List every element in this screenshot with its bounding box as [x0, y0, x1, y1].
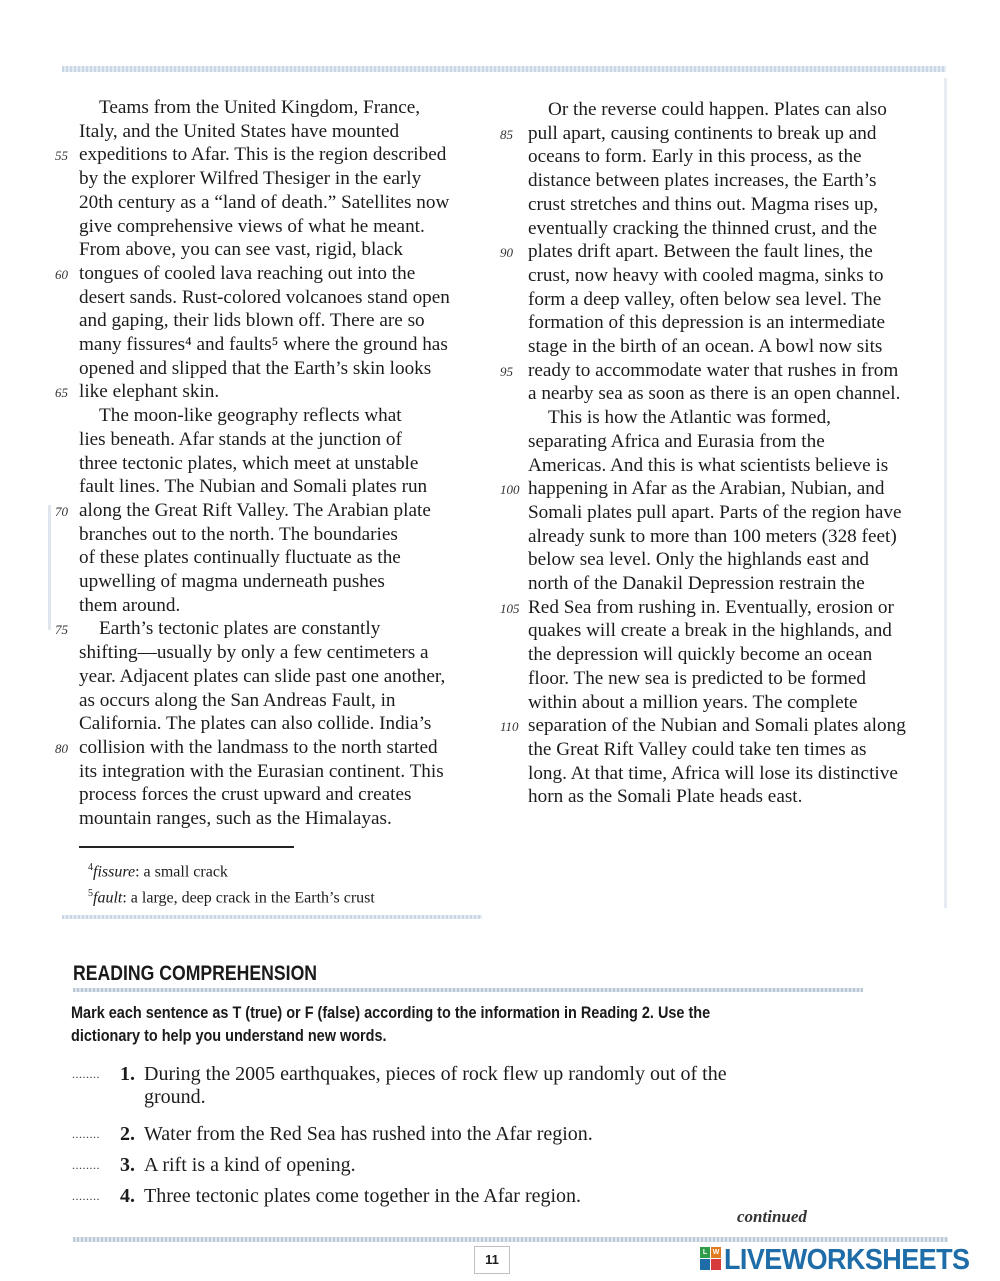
- line-number: 55: [55, 148, 68, 164]
- question-item: [72, 1123, 593, 1146]
- question-number: 4.: [120, 1185, 135, 1207]
- instructions: [71, 1001, 819, 1047]
- question-text: Three tectonic plates come together in the Afar region.: [144, 1185, 582, 1207]
- line-number: 60: [55, 266, 68, 282]
- text-line: and gaping, their lids blown off. There are so: [79, 310, 425, 332]
- text-line: many fissures⁴ and faults⁵ where the ground has: [79, 334, 448, 356]
- question-number: 1.: [120, 1063, 135, 1085]
- footnote-marker: 4: [88, 862, 93, 873]
- text-line: lies beneath. Afar stands at the junction of: [79, 428, 402, 450]
- text-line: 85 pull apart, causing continents to break up and: [528, 122, 948, 146]
- text-line: as occurs along the San Andreas Fault, in: [79, 689, 396, 711]
- text-line: them around.: [79, 594, 181, 616]
- text-line: mountain ranges, such as the Himalayas.: [79, 808, 392, 830]
- text-line: California. The plates can also collide. India’s: [79, 713, 432, 735]
- text-line: crust, now heavy with cooled magma, sinks to: [528, 264, 884, 286]
- text-line: long. At that time, Africa will lose its distinctive: [528, 762, 898, 784]
- line-number: 70: [55, 503, 68, 519]
- section-title-rule: [73, 988, 863, 992]
- answer-blank[interactable]: ........: [72, 1189, 100, 1203]
- line-number: 85: [500, 126, 513, 142]
- text-line: by the explorer Wilfred Thesiger in the early: [79, 168, 422, 190]
- logo-cell-blank: [711, 1259, 721, 1270]
- text-line: below sea level. Only the highlands east and: [528, 549, 870, 571]
- footnote: $^5$fault: a large, deep crack in the Earth’s crust: [88, 888, 375, 907]
- liveworksheets-logo-icon: [700, 1247, 722, 1271]
- text-line: stage in the birth of an ocean. A bowl now sits: [528, 336, 883, 358]
- text-line: the Great Rift Valley could take ten times as: [528, 738, 867, 760]
- text-line: crust stretches and thins out. Magma rises up,: [528, 193, 879, 215]
- text-line: Americas. And this is what scientists believe is: [528, 454, 889, 476]
- text-line: The moon-like geography reflects what: [99, 405, 402, 427]
- text-line: Or the reverse could happen. Plates can also: [548, 99, 887, 120]
- footnote-term: fault: [93, 889, 123, 907]
- question-text: Water from the Red Sea has rushed into the Afar region.: [144, 1123, 593, 1145]
- continued-label: continued: [737, 1207, 807, 1226]
- answer-blank[interactable]: ........: [72, 1127, 100, 1141]
- question-item: [72, 1154, 356, 1177]
- text-line: north of the Danakil Depression restrain the: [528, 573, 865, 595]
- text-line: 60 tongues of cooled lava reaching out into the: [79, 262, 499, 286]
- logo-cell-l: L: [700, 1247, 710, 1258]
- line-number: 95: [500, 363, 513, 379]
- text-line: of these plates continually fluctuate as the: [79, 547, 401, 569]
- text-line: year. Adjacent plates can slide past one another,: [79, 665, 446, 687]
- text-line: 55 expeditions to Afar. This is the region described: [79, 143, 499, 167]
- text-line: 70 along the Great Rift Valley. The Arabian plate: [79, 499, 499, 523]
- brand-name: LIVEWORKSHEETS: [724, 1244, 970, 1276]
- instructions-line: dictionary to help you understand new words.: [71, 1026, 387, 1045]
- section-title: READING COMPREHENSION: [73, 962, 318, 985]
- text-line: form a deep valley, often below sea level. The: [528, 288, 882, 310]
- text-line: formation of this depression is an intermediate: [528, 312, 886, 334]
- text-line: 75 Earth’s tectonic plates are constantly: [79, 617, 499, 641]
- footer-rule: [73, 1237, 948, 1242]
- text-line: desert sands. Rust-colored volcanoes stand open: [79, 286, 450, 308]
- text-line: oceans to form. Early in this process, as the: [528, 146, 862, 168]
- question-item: [72, 1063, 727, 1109]
- text-line: three tectonic plates, which meet at unstable: [79, 452, 419, 474]
- footnote: $^4$fissure: a small crack: [88, 862, 228, 881]
- reading-bottom-rule: [62, 915, 482, 919]
- text-line: 65 like elephant skin.: [79, 380, 499, 404]
- footnote-marker: 5: [88, 888, 93, 900]
- text-line: already sunk to more than 100 meters (328 feet): [528, 525, 897, 547]
- text-line: separating Africa and Eurasia from the: [528, 430, 825, 452]
- footnote-term: fissure: [93, 863, 136, 881]
- question-text: A rift is a kind of opening.: [144, 1154, 356, 1176]
- instructions-line: Mark each sentence as T (true) or F (false) according to the information in Reading 2. Use the: [71, 1003, 711, 1022]
- reading-right-column: [500, 98, 948, 809]
- logo-cell-w: W: [712, 1249, 720, 1256]
- text-line: the depression will quickly become an ocean: [528, 644, 873, 666]
- answer-blank[interactable]: ........: [72, 1158, 100, 1172]
- text-line: floor. The new sea is predicted to be formed: [528, 667, 866, 689]
- text-line: 90 plates drift apart. Between the fault lines, the: [528, 240, 948, 264]
- footnote-divider: [79, 846, 294, 848]
- line-number: 100: [500, 482, 520, 498]
- text-line: Somali plates pull apart. Parts of the region have: [528, 501, 902, 523]
- question-item: [72, 1185, 581, 1208]
- text-line: branches out to the north. The boundaries: [79, 523, 398, 545]
- reading-left-column: [55, 96, 499, 831]
- text-line: From above, you can see vast, rigid, black: [79, 239, 403, 261]
- line-number: 90: [500, 245, 513, 261]
- question-text: ground.: [144, 1086, 206, 1108]
- top-decorative-rule: [62, 66, 946, 72]
- text-line: 105 Red Sea from rushing in. Eventually, erosion or: [528, 596, 948, 620]
- text-line: a nearby sea as soon as there is an open channel.: [528, 383, 901, 405]
- line-number: 110: [500, 719, 519, 735]
- logo-cell-blank: [700, 1259, 710, 1270]
- line-number: 80: [55, 740, 68, 756]
- text-line: 100 happening in Afar as the Arabian, Nubian, and: [528, 477, 948, 501]
- text-line: opened and slipped that the Earth’s skin looks: [79, 357, 432, 379]
- text-line: fault lines. The Nubian and Somali plates run: [79, 476, 428, 498]
- text-line: shifting—usually by only a few centimeters a: [79, 642, 429, 664]
- text-line: horn as the Somali Plate heads east.: [528, 786, 803, 808]
- line-number: 105: [500, 600, 520, 616]
- question-text: During the 2005 earthquakes, pieces of rock flew up randomly out of the: [144, 1063, 727, 1085]
- answer-blank[interactable]: ........: [72, 1067, 100, 1081]
- question-number: 3.: [120, 1154, 135, 1176]
- text-line: process forces the crust upward and creates: [79, 784, 412, 806]
- left-margin-rule: [48, 505, 51, 630]
- text-line: 80 collision with the landmass to the north started: [79, 736, 499, 760]
- text-line: 20th century as a “land of death.” Satellites now: [79, 191, 450, 213]
- text-line: eventually cracking the thinned crust, and the: [528, 217, 877, 239]
- text-line: distance between plates increases, the Earth’s: [528, 170, 877, 192]
- footnotes: [88, 857, 375, 910]
- text-line: upwelling of magma underneath pushes: [79, 571, 385, 593]
- text-line: This is how the Atlantic was formed,: [548, 407, 831, 429]
- line-number: 75: [55, 622, 68, 638]
- text-line: give comprehensive views of what he meant.: [79, 215, 425, 237]
- text-line: its integration with the Eurasian continent. This: [79, 760, 444, 782]
- liveworksheets-brand: [700, 1244, 1000, 1278]
- text-line: Teams from the United Kingdom, France,: [99, 97, 421, 118]
- text-line: 95 ready to accommodate water that rushes in from: [528, 359, 948, 383]
- question-number: 2.: [120, 1123, 135, 1145]
- text-line: 110 separation of the Nubian and Somali plates along: [528, 714, 948, 738]
- text-line: Italy, and the United States have mounted: [79, 120, 400, 142]
- line-number: 65: [55, 385, 68, 401]
- text-line: quakes will create a break in the highlands, and: [528, 620, 892, 642]
- text-line: within about a million years. The complete: [528, 691, 858, 713]
- page-number: 11: [474, 1246, 510, 1274]
